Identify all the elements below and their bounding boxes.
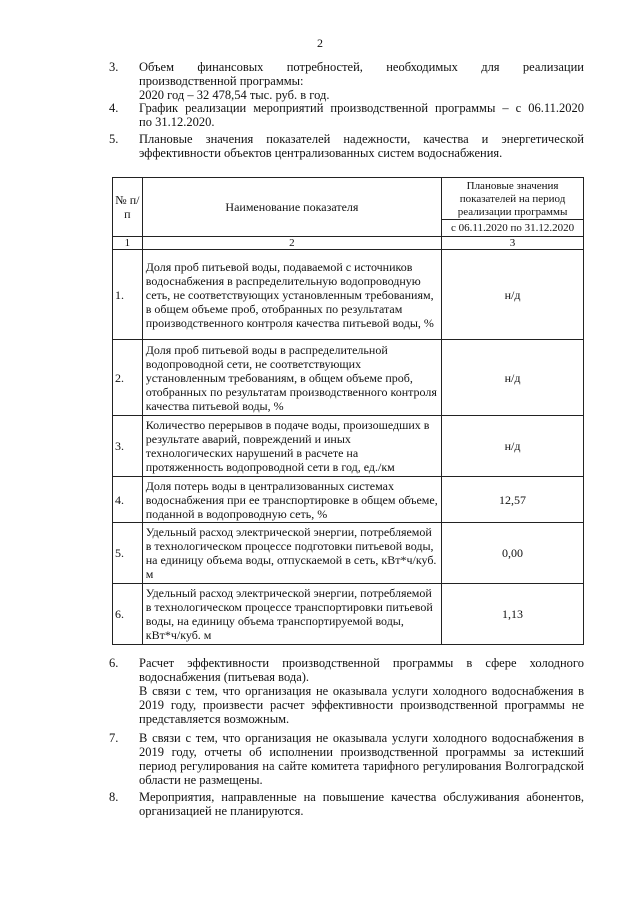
item-5 bbox=[109, 132, 584, 160]
header-name: Наименование показателя bbox=[142, 178, 441, 237]
item-number: 5. bbox=[109, 132, 119, 146]
item-line: Объем финансовых потребностей, необходимых для реализации bbox=[139, 60, 584, 74]
row-value: 12,57 bbox=[442, 477, 584, 523]
indicators-table bbox=[112, 177, 584, 645]
subheader-cell: 1 bbox=[113, 237, 143, 250]
item-number: 3. bbox=[109, 60, 119, 74]
item-number: 8. bbox=[109, 790, 119, 804]
item-paragraph: В связи с тем, что организация не оказывала услуги холодного водоснабжения в 2019 году, отчеты об исполнении производственной программы за истекший период регулирования на сайте комитета тарифного регулирования Волгоградской области не размещены. bbox=[139, 731, 584, 787]
row-name: Удельный расход электрической энергии, потребляемой в технологическом процессе транспортировки питьевой воды, на единицу объема транспортируемой воды, кВт*ч/куб. м bbox=[142, 584, 441, 645]
row-num: 2. bbox=[113, 340, 143, 416]
item-8 bbox=[109, 790, 584, 818]
row-name: Доля проб питьевой воды, подаваемой с источников водоснабжения в распределительную водопроводную сеть, не соответствующих установленным требованиям, в общем объеме проб, отобранных по результатам производственного контроля качества питьевой воды, % bbox=[142, 250, 441, 340]
table-row bbox=[113, 584, 584, 645]
header-plan bbox=[442, 178, 584, 237]
table-row bbox=[113, 340, 584, 416]
item-paragraph: В связи с тем, что организация не оказывала услуги холодного водоснабжения в 2019 году, произвести расчет эффективности производственной программы не представляется возможным. bbox=[139, 684, 584, 726]
table-row bbox=[113, 250, 584, 340]
item-number: 7. bbox=[109, 731, 119, 745]
item-3 bbox=[109, 60, 584, 102]
item-line: График реализации мероприятий производственной программы – с 06.11.2020 bbox=[139, 101, 584, 115]
row-value: н/д bbox=[442, 250, 584, 340]
row-name: Доля проб питьевой воды в распределительной водопроводной сети, не соответствующих установленным требованиям, в общем объеме проб, отобранных по результатам производственного контроля качества питьевой воды, % bbox=[142, 340, 441, 416]
item-number: 6. bbox=[109, 656, 119, 670]
item-number: 4. bbox=[109, 101, 119, 115]
row-value: 0,00 bbox=[442, 523, 584, 584]
item-6 bbox=[109, 656, 584, 726]
item-paragraph: Мероприятия, направленные на повышение качества обслуживания абонентов, организацией не планируются. bbox=[139, 790, 584, 818]
row-num: 1. bbox=[113, 250, 143, 340]
table-row bbox=[113, 477, 584, 523]
table-header-row bbox=[113, 178, 584, 237]
row-name: Доля потерь воды в централизованных системах водоснабжения при ее транспортировке в общем объеме, поданной в водопроводную сеть, % bbox=[142, 477, 441, 523]
item-line: Плановые значения показателей надежности, качества и энергетической bbox=[139, 132, 584, 146]
row-value: н/д bbox=[442, 416, 584, 477]
row-num: 3. bbox=[113, 416, 143, 477]
row-value: н/д bbox=[442, 340, 584, 416]
item-4 bbox=[109, 101, 584, 129]
item-line: по 31.12.2020. bbox=[139, 115, 215, 129]
item-7 bbox=[109, 731, 584, 787]
table-row bbox=[113, 523, 584, 584]
header-num: № п/п bbox=[113, 178, 143, 237]
item-line: 2020 год – 32 478,54 тыс. руб. в год. bbox=[139, 88, 330, 102]
subheader-cell: 3 bbox=[442, 237, 584, 250]
row-name: Количество перерывов в подаче воды, произошедших в результате аварий, повреждений и иных технологических нарушений в расчете на протяженность водопроводной сети в год, ед./км bbox=[142, 416, 441, 477]
row-value: 1,13 bbox=[442, 584, 584, 645]
header-plan-title: Плановые значения показателей на период реализации программы bbox=[442, 178, 583, 220]
page-number: 2 bbox=[317, 36, 323, 50]
item-paragraph: Расчет эффективности производственной программы в сфере холодного водоснабжения (питьевая вода). bbox=[139, 656, 584, 684]
row-num: 6. bbox=[113, 584, 143, 645]
subheader-cell: 2 bbox=[142, 237, 441, 250]
item-line: производственной программы: bbox=[139, 74, 304, 88]
row-name: Удельный расход электрической энергии, потребляемой в технологическом процессе подготовки питьевой воды, на единицу объема воды, отпускаемой в сеть, кВт*ч/куб. м bbox=[142, 523, 441, 584]
row-num: 5. bbox=[113, 523, 143, 584]
row-num: 4. bbox=[113, 477, 143, 523]
table-row bbox=[113, 416, 584, 477]
table-subheader-row bbox=[113, 237, 584, 250]
item-line: эффективности объектов централизованных систем водоснабжения. bbox=[139, 146, 503, 160]
header-plan-period: с 06.11.2020 по 31.12.2020 bbox=[450, 222, 575, 234]
